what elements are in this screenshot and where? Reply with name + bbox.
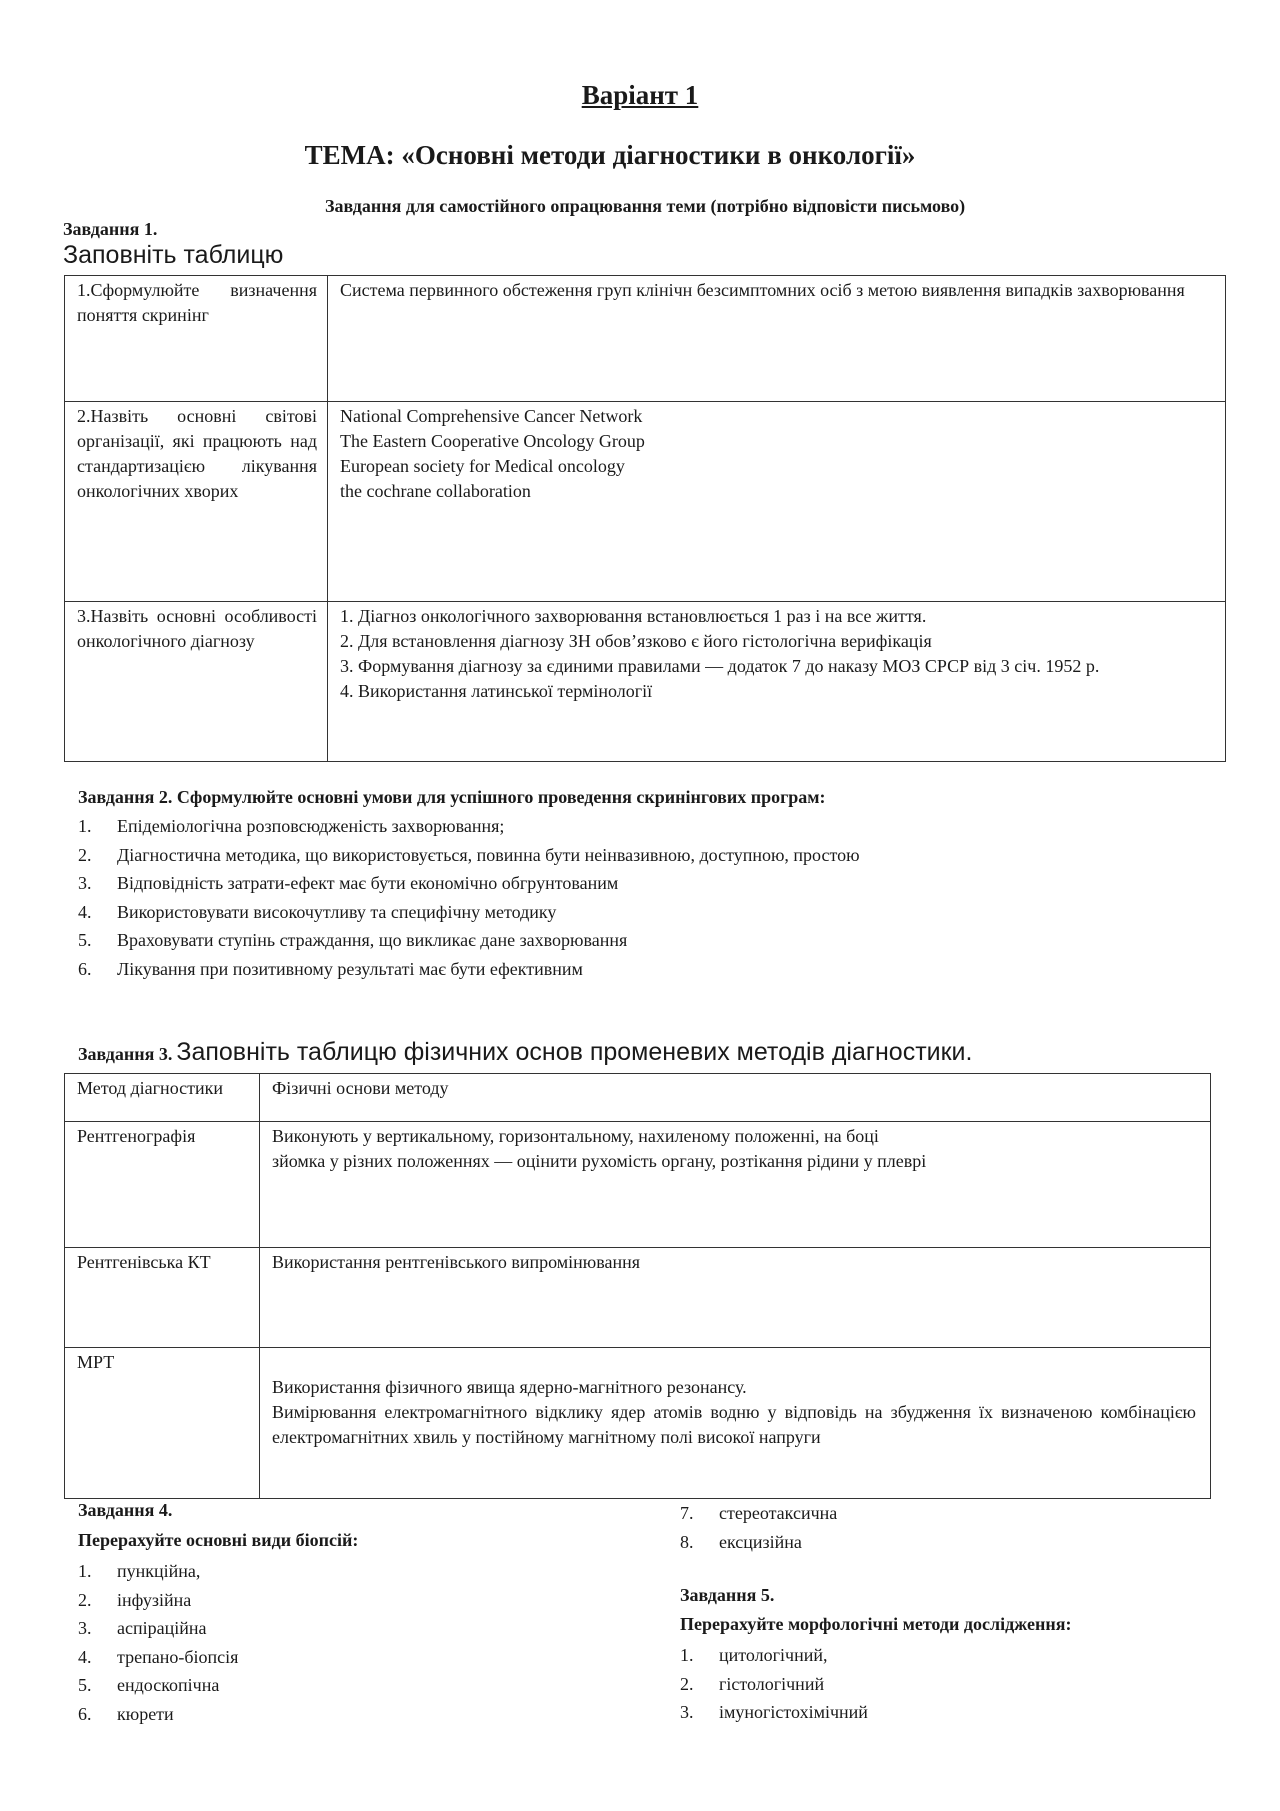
task1-title: Завдання 1.: [63, 219, 158, 239]
task3-title: Завдання 3.: [78, 1044, 173, 1064]
basis-cell: [260, 1348, 1211, 1499]
task4-list-continued: [680, 1499, 837, 1556]
basis-cell: [260, 1248, 1211, 1348]
table-row: [65, 1122, 1211, 1248]
answer-line: 2. Для встановлення діагнозу ЗН обов’язково є його гістологічна верифікація: [340, 631, 932, 651]
list-item: 1. цитологічний,: [680, 1645, 828, 1665]
answer-cell: [328, 276, 1226, 402]
column-header-basis: Фізичні основи методу: [260, 1074, 1211, 1122]
basis-line: Вимірювання електромагнітного відклику ядер атомів водню у відповідь на збудження їх визначеною комбінацією електромагнітних хвиль у постійному магнітному полі високої напруги: [272, 1402, 1196, 1447]
list-item: 8. ексцизійна: [680, 1531, 802, 1552]
answer-line: National Comprehensive Cancer Network: [340, 406, 643, 426]
task5-subtitle: Перерахуйте морфологічні методи дослідження:: [680, 1614, 1072, 1634]
column-header-method: Метод діагностики: [65, 1074, 260, 1122]
task1-instruction: Заповніть таблицю: [63, 241, 284, 269]
answer-line: the cochrane collaboration: [340, 481, 531, 501]
answer-cell: [328, 402, 1226, 602]
list-item: 3. Відповідність затрати-ефект має бути економічно обгрунтованим: [78, 873, 619, 893]
answer-line: 4. Використання латинської термінології: [340, 681, 653, 701]
task4-list: [78, 1557, 238, 1728]
table-row: [65, 1348, 1211, 1499]
list-item: 4. Використовувати високочутливу та специфічну методику: [78, 901, 557, 922]
task2-list: [78, 812, 860, 983]
list-item: 2. гістологічний: [680, 1673, 825, 1694]
list-item: 4. трепано-біопсія: [78, 1646, 239, 1667]
assignment-subtitle: Завдання для самостійного опрацювання теми (потрібно відповісти письмово): [325, 196, 966, 216]
table-header-row: [65, 1074, 1211, 1122]
method-cell: Рентгенівська КТ: [65, 1248, 260, 1348]
basis-line: Використання рентгенівського випромінювання: [272, 1252, 641, 1272]
table-row: [65, 1248, 1211, 1348]
basis-cell: [260, 1122, 1211, 1248]
task4-subtitle: Перерахуйте основні види біопсій:: [78, 1530, 359, 1550]
method-cell: Рентгенографія: [65, 1122, 260, 1248]
task3-instruction: Заповніть таблицю фізичних основ променевих методів діагностики.: [176, 1038, 973, 1066]
task4-title: Завдання 4.: [78, 1500, 173, 1520]
task3-heading: [78, 1038, 972, 1067]
list-item: 5. Враховувати ступінь страждання, що викликає дане захворювання: [78, 930, 628, 950]
basis-line: Використання фізичного явища ядерно-магнітного резонансу.: [272, 1377, 747, 1397]
list-item: 2. Діагностична методика, що використовується, повинна бути неінвазивною, доступною, простою: [78, 844, 860, 865]
answer-cell: [328, 602, 1226, 762]
answer-line: 3. Формування діагнозу за єдиними правилами — додаток 7 до наказу МОЗ СРСР від 3 січ. 1952 р.: [340, 656, 1100, 676]
method-cell: МРТ: [65, 1348, 260, 1499]
variant-title: Варіант 1: [581, 80, 699, 110]
spacer: [272, 1350, 1196, 1375]
list-item: 2. інфузійна: [78, 1589, 192, 1610]
task5-list: [680, 1641, 868, 1727]
table-row: [65, 402, 1226, 602]
list-item: 7. стереотаксична: [680, 1503, 838, 1523]
question-cell: 2.Назвіть основні світові організації, які працюють над стандартизацією лікування онкологічних хворих: [65, 402, 328, 602]
question-cell: 1.Сформулюйте визначення поняття скринінг: [65, 276, 328, 402]
table-row: [65, 276, 1226, 402]
basis-line: зйомка у різних положеннях — оцінити рухомість органу, розтікання рідини у плеврі: [272, 1151, 927, 1171]
task2-title: Завдання 2. Сформулюйте основні умови для успішного проведення скринінгових програм:: [78, 787, 826, 807]
list-item: 1. Епідеміологічна розповсюдженість захворювання;: [78, 816, 505, 836]
basis-line: Виконують у вертикальному, горизонтальному, нахиленому положенні, на боці: [272, 1126, 879, 1146]
list-item: 1. пункційна,: [78, 1561, 201, 1581]
answer-line: European society for Medical oncology: [340, 456, 625, 476]
topic-title: ТЕМА: «Основні методи діагностики в онкології»: [304, 140, 916, 170]
answer-line: 1. Діагноз онкологічного захворювання встановлюється 1 раз і на все життя.: [340, 606, 927, 626]
answer-line: The Eastern Cooperative Oncology Group: [340, 431, 645, 451]
task5-title: Завдання 5.: [680, 1585, 775, 1605]
task3-table: [64, 1073, 1211, 1499]
list-item: 6. Лікування при позитивному результаті має бути ефективним: [78, 958, 583, 979]
list-item: 3. імуногістохімічний: [680, 1702, 868, 1722]
list-item: 5. ендоскопічна: [78, 1675, 220, 1695]
list-item: 3. аспіраційна: [78, 1618, 207, 1638]
task1-table: [64, 275, 1226, 762]
list-item: 6. кюрети: [78, 1703, 174, 1724]
table-row: [65, 602, 1226, 762]
answer-line: Система первинного обстеження груп клінічн безсимптомних осіб з метою виявлення випадків захворювання: [340, 280, 1185, 300]
question-cell: 3.Назвіть основні особливості онкологічного діагнозу: [65, 602, 328, 762]
